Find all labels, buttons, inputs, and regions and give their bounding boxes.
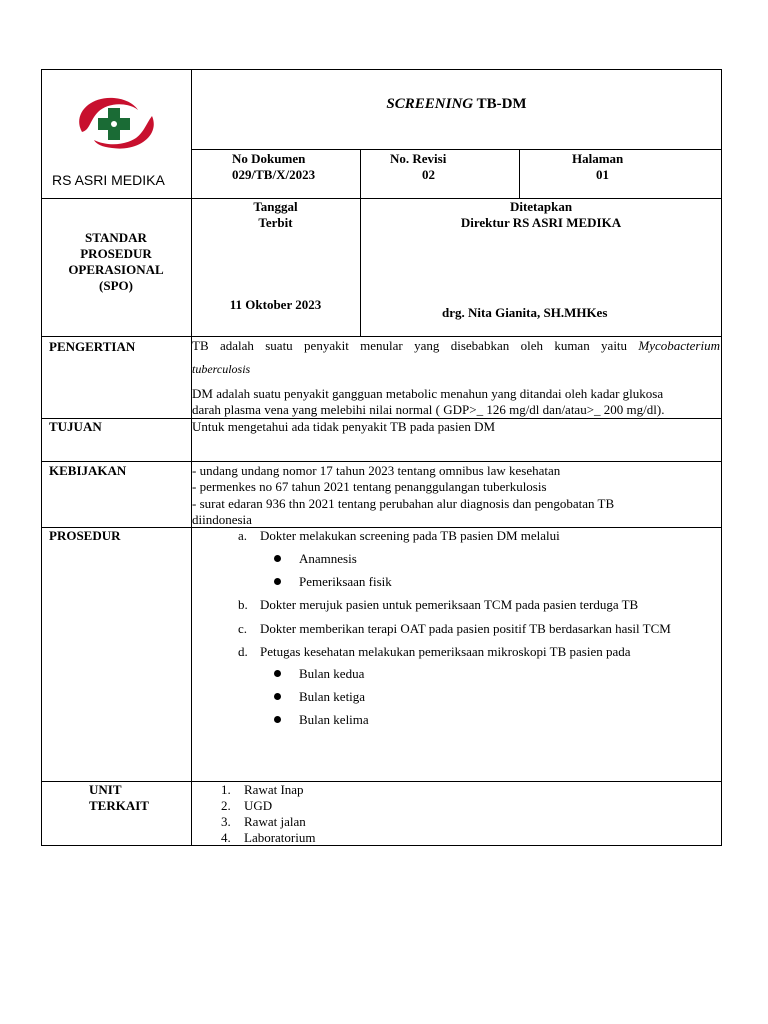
list-item-text: Laboratorium	[244, 830, 316, 845]
tanggal-label-line1: Tanggal	[253, 199, 298, 214]
prosedur-d-text: Petugas kesehatan melakukan pemeriksaan mikroskopi TB pasien pada	[260, 644, 631, 659]
spo-label	[41, 230, 191, 294]
list-item-number: 3.	[221, 814, 231, 829]
list-item-text: UGD	[244, 798, 273, 813]
hospital-name: RS ASRI MEDIKA	[52, 172, 165, 188]
table-border-left	[41, 69, 42, 846]
unit-terkait-list	[221, 782, 315, 846]
bullet-icon	[274, 555, 281, 562]
prosedur-d-sub2: Bulan ketiga	[299, 689, 366, 704]
list-item-text: Rawat jalan	[244, 814, 306, 829]
list-item	[221, 814, 315, 830]
col-divider-halaman	[519, 149, 520, 199]
row-divider-title	[191, 149, 722, 150]
unit-terkait-line2: TERKAIT	[89, 798, 149, 813]
prosedur-b-marker: b.	[238, 597, 248, 612]
ditetapkan-line1: Ditetapkan	[509, 199, 573, 214]
pengertian-label: PENGERTIAN	[49, 339, 136, 354]
prosedur-a-sub2: Pemeriksaan fisik	[299, 574, 392, 589]
kebijakan-line1: - undang undang nomor 17 tahun 2023 tentang omnibus law kesehatan	[192, 463, 561, 478]
no-revisi-label: No. Revisi	[390, 151, 447, 166]
tanggal-value: 11 Oktober 2023	[229, 297, 322, 312]
column-divider	[191, 69, 192, 846]
prosedur-d-sub3: Bulan kelima	[299, 712, 369, 727]
spo-line4: (SPO)	[99, 278, 133, 293]
pengertian-p2-line2: darah plasma vena yang melebihi nilai normal ( GDP>_ 126 mg/dl dan/atau>_ 200 mg/dl).	[192, 402, 665, 417]
bullet-icon	[274, 578, 281, 585]
pengertian-p1-line2: tuberculosis	[192, 362, 251, 376]
list-item-number: 1.	[221, 782, 231, 797]
kebijakan-line4: diindonesia	[192, 512, 252, 527]
prosedur-label: PROSEDUR	[49, 528, 121, 543]
prosedur-c-marker: c.	[238, 621, 248, 636]
halaman-label: Halaman	[572, 151, 624, 166]
bullet-icon	[274, 670, 281, 677]
kebijakan-label: KEBIJAKAN	[49, 463, 127, 478]
prosedur-a-marker: a.	[238, 528, 248, 543]
list-item	[221, 830, 315, 846]
row-divider-spo	[41, 336, 722, 337]
hospital-logo	[68, 94, 160, 154]
no-dokumen-value: 029/TB/X/2023	[232, 167, 316, 182]
list-item	[221, 782, 315, 798]
tujuan-text: Untuk mengetahui ada tidak penyakit TB pada pasien DM	[192, 419, 496, 434]
ditetapkan-block	[360, 199, 722, 231]
kebijakan-line2: - permenkes no 67 tahun 2021 tentang penanggulangan tuberkulosis	[192, 479, 547, 494]
prosedur-a-sub1: Anamnesis	[299, 551, 357, 566]
prosedur-b-text: Dokter merujuk pasien untuk pemeriksaan TCM pada pasien terduga TB	[260, 597, 639, 612]
kebijakan-line3: - surat edaran 936 thn 2021 tentang perubahan alur diagnosis dan pengobatan TB	[192, 496, 615, 511]
ditetapkan-line2: Direktur RS ASRI MEDIKA	[460, 215, 622, 230]
title-rest: TB-DM	[473, 96, 527, 112]
document-title	[191, 96, 722, 112]
bullet-icon	[274, 716, 281, 723]
table-border-right	[721, 69, 722, 846]
list-item-number: 4.	[221, 830, 231, 845]
spo-line1: STANDAR	[85, 230, 147, 245]
tanggal-label-line2: Terbit	[258, 215, 293, 230]
tanggal-label	[191, 199, 360, 231]
signatory: drg. Nita Gianita, SH.MHKes	[442, 305, 608, 320]
prosedur-c-text: Dokter memberikan terapi OAT pada pasien positif TB berdasarkan hasil TCM	[260, 621, 671, 636]
bullet-icon	[274, 693, 281, 700]
list-item-text: Rawat Inap	[244, 782, 304, 797]
spo-line3: OPERASIONAL	[68, 262, 164, 277]
halaman-value: 01	[596, 167, 609, 182]
pengertian-p2-line1: DM adalah suatu penyakit gangguan metabolic menahun yang ditandai oleh kadar glukosa	[192, 386, 664, 401]
list-item	[221, 798, 315, 814]
pengertian-p1-line1	[192, 338, 720, 354]
unit-terkait-label	[89, 782, 149, 814]
tujuan-label: TUJUAN	[49, 419, 102, 434]
spo-line2: PROSEDUR	[80, 246, 152, 261]
table-border-bottom	[41, 845, 722, 846]
no-dokumen-label: No Dokumen	[232, 151, 306, 166]
unit-terkait-line1: UNIT	[89, 782, 122, 797]
row-divider-tujuan	[41, 461, 722, 462]
col-divider-revisi	[360, 149, 361, 337]
prosedur-a-text: Dokter melakukan screening pada TB pasien DM melalui	[260, 528, 560, 543]
list-item-number: 2.	[221, 798, 231, 813]
pengertian-p1-text: TB adalah suatu penyakit menular yang disebabkan oleh kuman yaitu	[192, 338, 639, 353]
no-revisi-value: 02	[422, 167, 435, 182]
title-italic: SCREENING	[386, 96, 474, 112]
prosedur-d-sub1: Bulan kedua	[299, 666, 365, 681]
table-border-top	[41, 69, 722, 70]
pengertian-p1-italic: Mycobacterium	[638, 338, 720, 353]
prosedur-d-marker: d.	[238, 644, 248, 659]
